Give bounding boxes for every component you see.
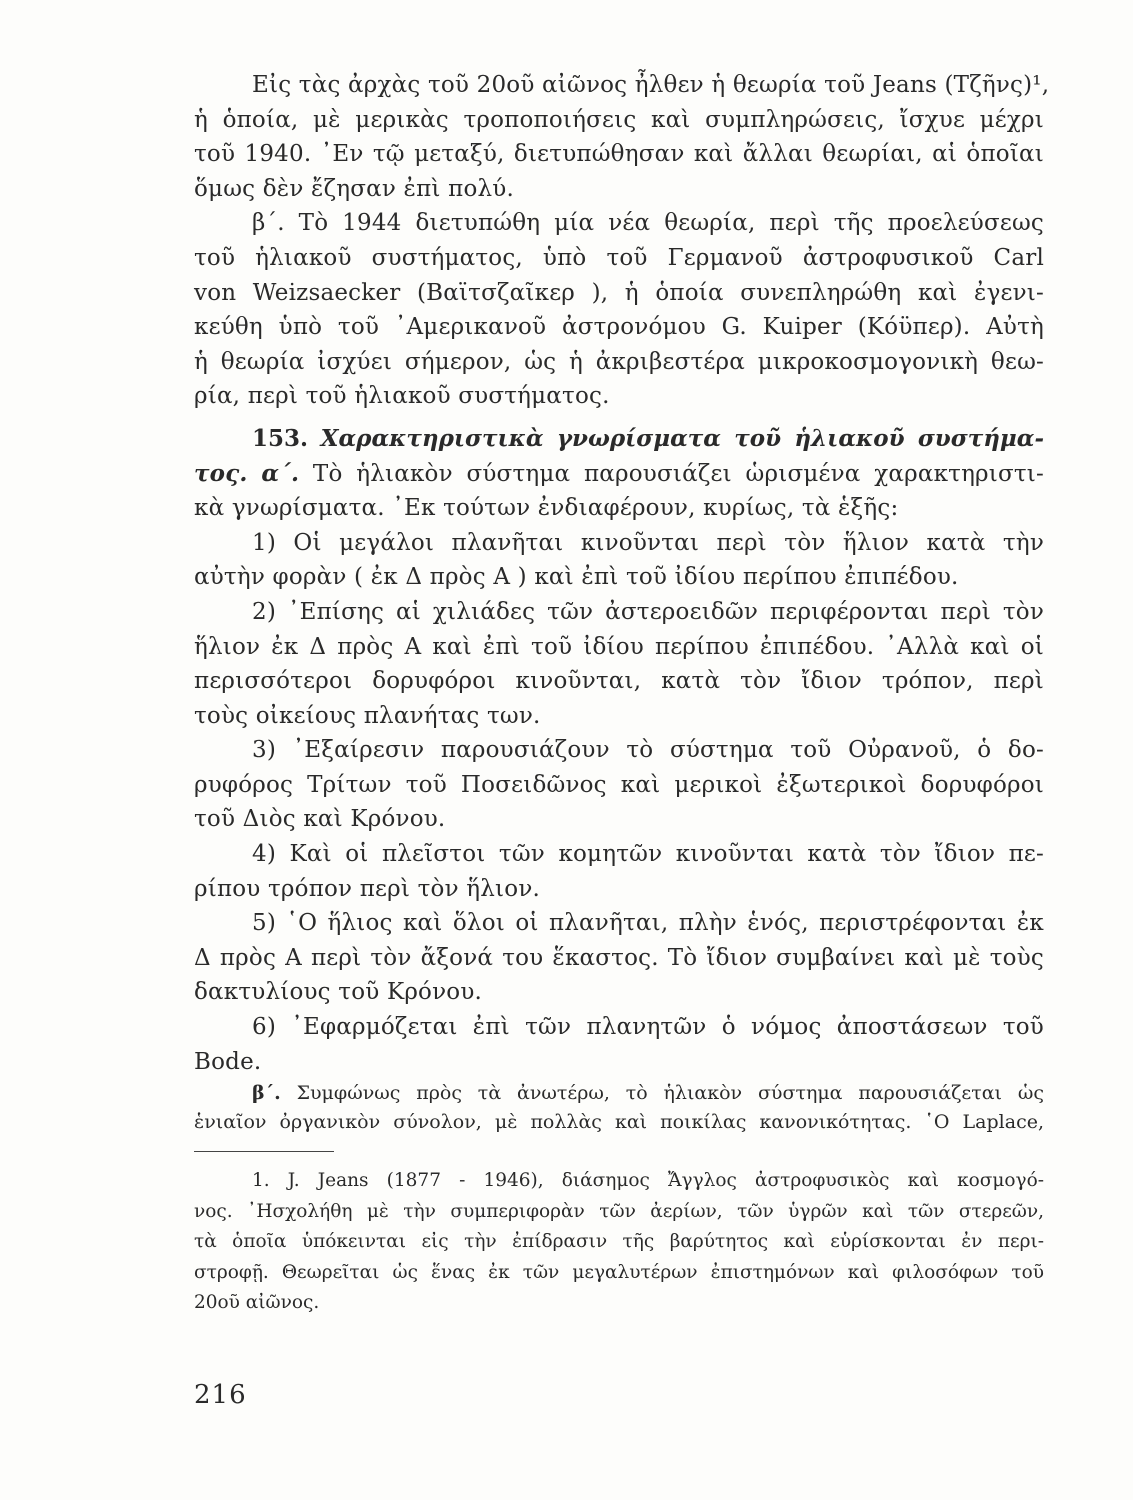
list-item-cont: αὐτὴν φορὰν ( ἐκ Δ πρὸς Α ) καὶ ἐπὶ τοῦ ἰδίου περίπου ἐπιπέδου. xyxy=(194,564,959,591)
body-line: Εἰς τὰς ἀρχὰς τοῦ 20οῦ αἰῶνος ἦλθεν ἡ θεωρία τοῦ Jeans (Τζῆνς)¹, xyxy=(252,72,1050,98)
body-line: ἡ ὁποία, μὲ μερικὰς τροποποιήσεις καὶ συμπληρώσεις, ἴσχυε μέχρι xyxy=(194,106,1044,133)
footnote-line: 20οῦ αἰῶνος. xyxy=(194,1292,320,1314)
body-line: β΄. Τὸ 1944 διετυπώθη μία νέα θεωρία, περὶ τῆς προελεύσεως xyxy=(252,210,1044,237)
body-line: ἡ θεωρία ἰσχύει σήμερον, ὡς ἡ ἀκριβεστέρα μικροκοσμογονικὴ θεω- xyxy=(194,348,1044,375)
footnote-line: 1. J. Jeans (1877 - 1946), διάσημος Ἄγγλος ἀστροφυσικὸς καὶ κοσμογό- xyxy=(252,1170,1044,1192)
list-item-cont: περισσότεροι δορυφόροι κινοῦνται, κατὰ τὸν ἴδιον τρόπον, περὶ xyxy=(194,668,1044,695)
body-line: ρία, περὶ τοῦ ἡλιακοῦ συστήματος. xyxy=(194,383,610,410)
closing-line: ἑνιαῖον ὀργανικὸν σύνολον, μὲ πολλὰς καὶ ποικίλας κανονικότητας. ῾Ο Laplace, xyxy=(194,1111,1044,1134)
page-number: 216 xyxy=(194,1380,247,1410)
footnote-line: στροφῇ. Θεωρεῖται ὡς ἕνας ἐκ τῶν μεγαλυτέρων ἐπιστημόνων καὶ φιλοσόφων τοῦ xyxy=(194,1261,1044,1283)
list-item: 5) ῾Ο ἥλιος καὶ ὅλοι οἱ πλανῆται, πλὴν ἑνός, περιστρέφονται ἐκ xyxy=(252,910,1044,937)
section-heading-cont xyxy=(194,457,1044,492)
closing-line xyxy=(194,1079,1044,1108)
section-title: Χαρακτηριστικὰ γνωρίσματα τοῦ ἡλιακοῦ συστήμα- xyxy=(320,424,1044,452)
list-item: 3) ᾿Εξαίρεσιν παρουσιάζουν τὸ σύστημα τοῦ Οὐρανοῦ, ὁ δο- xyxy=(252,737,1044,764)
body-line: κὰ γνωρίσματα. ᾿Εκ τούτων ἐνδιαφέρουν, κυρίως, τὰ ἑξῆς: xyxy=(194,495,899,522)
closing-label: β΄. xyxy=(252,1082,281,1105)
list-item: 6) ᾿Εφαρμόζεται ἐπὶ τῶν πλανητῶν ὁ νόμος ἀποστάσεων τοῦ xyxy=(252,1014,1044,1041)
list-item: 1) Οἱ μεγάλοι πλανῆται κινοῦνται περὶ τὸν ἥλιον κατὰ τὴν xyxy=(252,529,1044,556)
section-heading xyxy=(194,422,1044,457)
section-number: 153. xyxy=(252,424,309,452)
list-item-cont: ἥλιον ἐκ Δ πρὸς Α καὶ ἐπὶ τοῦ ἰδίου περίπου ἐπιπέδου. ᾿Αλλὰ καὶ οἱ xyxy=(194,633,1044,660)
section-text: Τὸ ἡλιακὸν σύστημα παρουσιάζει ὡρισμένα χαρακτηριστι- xyxy=(312,460,1044,487)
section-title-cont: τος. xyxy=(194,459,248,487)
closing-text: Συμφώνως πρὸς τὰ ἀνωτέρω, τὸ ἡλιακὸν σύστημα παρουσιάζεται ὡς xyxy=(296,1082,1044,1105)
footnote-divider xyxy=(194,1151,334,1152)
list-item-cont: ρίπου τρόπον περὶ τὸν ἥλιον. xyxy=(194,875,541,902)
list-item-cont: τοῦ Διὸς καὶ Κρόνου. xyxy=(194,806,446,833)
body-line: von Weizsaecker (Βαϊτσζαῖκερ ), ἡ ὁποία συνεπληρώθη καὶ ἐγενι- xyxy=(194,279,1044,306)
list-item-cont: ρυφόρος Τρίτων τοῦ Ποσειδῶνος καὶ μερικοὶ ἐξωτερικοὶ δορυφόροι xyxy=(194,771,1044,798)
sub-label: α΄. xyxy=(261,459,300,487)
list-item-cont: τοὺς οἰκείους πλανήτας των. xyxy=(194,702,541,729)
body-line: τοῦ 1940. ᾿Εν τῷ μεταξύ, διετυπώθησαν καὶ ἄλλαι θεωρίαι, αἱ ὁποῖαι xyxy=(194,141,1044,168)
list-item: 4) Καὶ οἱ πλεῖστοι τῶν κομητῶν κινοῦνται κατὰ τὸν ἴδιον πε- xyxy=(252,841,1044,868)
body-line: τοῦ ἡλιακοῦ συστήματος, ὑπὸ τοῦ Γερμανοῦ ἀστροφυσικοῦ Carl xyxy=(194,244,1044,271)
page-body xyxy=(194,68,1050,1319)
body-line: κεύθη ὑπὸ τοῦ ᾿Αμερικανοῦ ἀστρονόμου G. Kuiper (Κόϋπερ). Αὐτὴ xyxy=(194,314,1044,341)
list-item-cont: Bode. xyxy=(194,1048,262,1075)
list-item-cont: δακτυλίους τοῦ Κρόνου. xyxy=(194,979,483,1006)
list-item: 2) ᾿Επίσης αἱ χιλιάδες τῶν ἀστεροειδῶν περιφέρονται περὶ τὸν xyxy=(252,598,1044,625)
list-item-cont: Δ πρὸς Α περὶ τὸν ἄξονά του ἕκαστος. Τὸ ἴδιον συμβαίνει καὶ μὲ τοὺς xyxy=(194,944,1044,971)
body-line: ὅμως δὲν ἔζησαν ἐπὶ πολύ. xyxy=(194,175,514,202)
footnote-line: τὰ ὁποῖα ὑπόκεινται εἰς τὴν ἐπίδρασιν τῆς βαρύτητος καὶ εὑρίσκονται ἐν περι- xyxy=(194,1231,1044,1253)
footnote-line: νος. ᾿Ησχολήθη μὲ τὴν συμπεριφορὰν τῶν ἀερίων, τῶν ὑγρῶν καὶ τῶν στερεῶν, xyxy=(194,1200,1044,1222)
